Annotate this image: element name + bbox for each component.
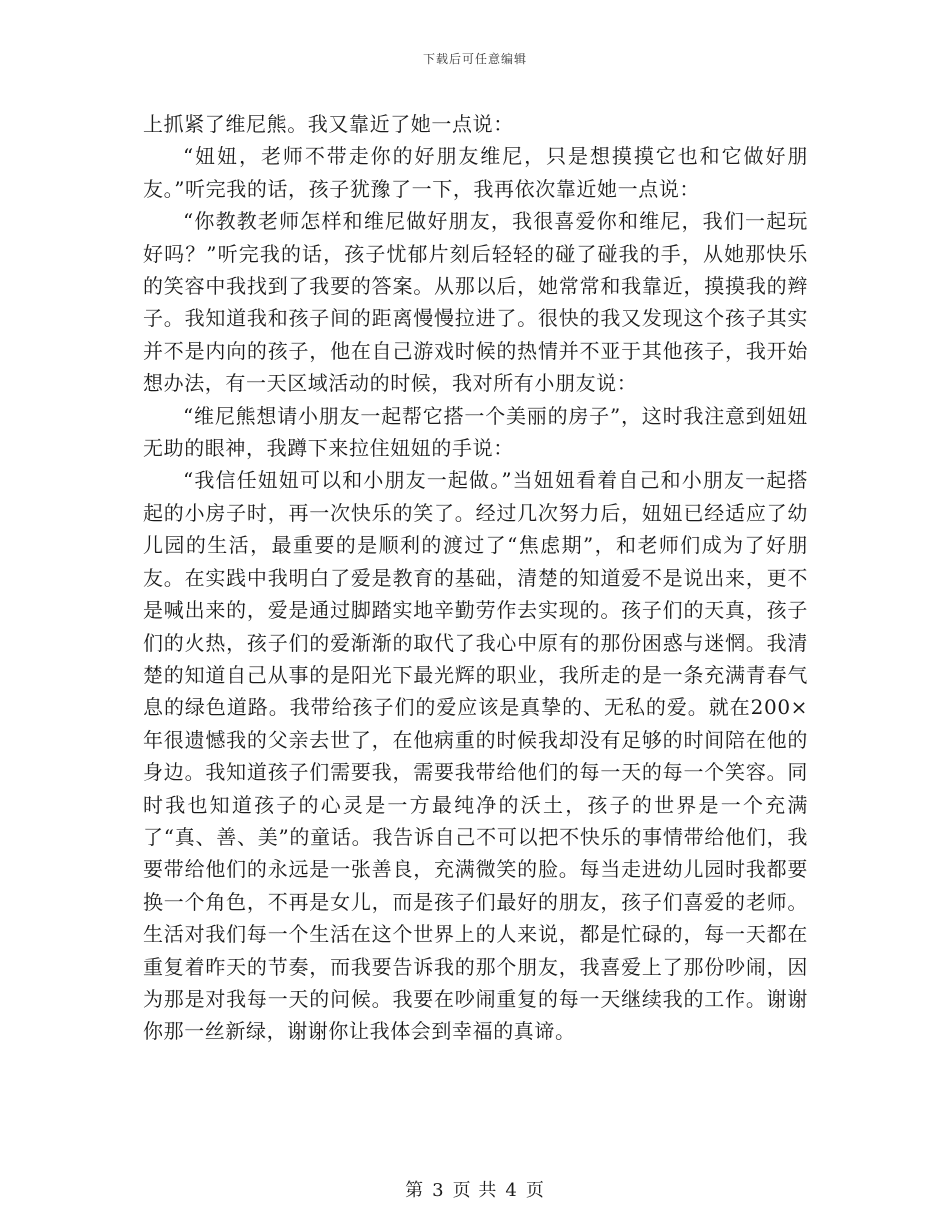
footer-suffix: 页 <box>525 1180 545 1201</box>
document-body <box>143 108 808 1048</box>
paragraph-1: 上抓紧了维尼熊。我又靠近了她一点说： <box>143 112 514 136</box>
page-header: 下载后可任意编辑 <box>422 52 527 66</box>
paragraph-2: “妞妞，老师不带走你的好朋友维尼，只是想摸摸它也和它做好朋友。”听完我的话，孩子犹豫了一下，我再依次靠近她一点说： <box>143 144 808 201</box>
paragraph-3: “你教教老师怎样和维尼做好朋友，我很喜爱你和维尼，我们一起玩好吗？”听完我的话，孩子忧郁片刻后轻轻的碰了碰我的手，从她那快乐的笑容中我找到了我要的答案。从那以后，她常常和我靠近，摸摸我的辫子。我知道我和孩子间的距离慢慢拉进了。很快的我又发现这个孩子其实并不是内向的孩子，他在自己游戏时候的热情并不亚于其他孩子，我开始想办法，有一天区域活动的时候，我对所有小朋友说： <box>143 209 808 396</box>
footer-middle: 页 共 <box>452 1180 498 1201</box>
paragraph-5: “我信任妞妞可以和小朋友一起做。”当妞妞看着自己和小朋友一起搭起的小房子时，再一次快乐的笑了。经过几次努力后，妞妞已经适应了幼儿园的生活，最重要的是顺利的渡过了“焦虑期”，和老师们成为了好朋友。在实践中我明白了爱是教育的基础，清楚的知道爱不是说出来，更不是喊出来的，爱是通过脚踏实地辛勤劳作去实现的。孩子们的天真，孩子们的火热，孩子们的爱渐渐的取代了我心中原有的那份困惑与迷惘。我清楚的知道自己从事的是阳光下最光辉的职业，我所走的是一条充满青春气息的绿色道路。我带给孩子们的爱应该是真挚的、无私的爱。就在200×年很遗憾我的父亲去世了，在他病重的时候我却没有足够的时间陪在他的身边。我知道孩子们需要我，需要我带给他们的每一天的每一个笑容。同时我也知道孩子的心灵是一方最纯净的沃土，孩子的世界是一个充满了“真、善、美”的童话。我告诉自己不可以把不快乐的事情带给他们，我要带给他们的永远是一张善良，充满微笑的脸。每当走进幼儿园时我都要换一个角色，不再是女儿，而是孩子们最好的朋友，孩子们喜爱的老师。生活对我们每一个生活在这个世界上的人来说，都是忙碌的，每一天都在重复着昨天的节奏，而我要告诉我的那个朋友，我喜爱上了那份吵闹，因为那是对我每一天的问候。我要在吵闹重复的每一天继续我的工作。谢谢你那一丝新绿，谢谢你让我体会到幸福的真谛。 <box>143 468 808 1044</box>
current-page-number: 3 <box>432 1180 445 1201</box>
page-footer <box>0 1176 950 1202</box>
total-page-number: 4 <box>505 1180 518 1201</box>
footer-prefix: 第 <box>405 1180 425 1201</box>
paragraph-4: “维尼熊想请小朋友一起帮它搭一个美丽的房子”，这时我注意到妞妞无助的眼神，我蹲下来拉住妞妞的手说： <box>143 403 808 461</box>
